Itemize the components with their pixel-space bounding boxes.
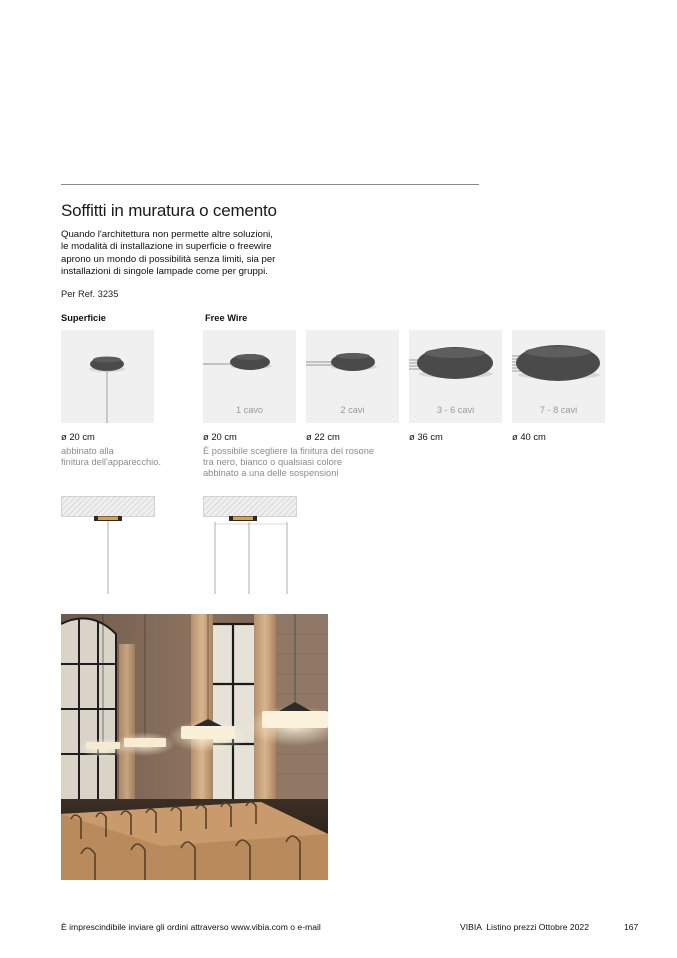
intro-line: Quando l'architettura non permette altre soluzioni, — [61, 229, 273, 240]
cable-count-label: 3 - 6 cavi — [436, 405, 475, 415]
dining-room-photo — [61, 614, 328, 880]
intro-line: installazioni di singole lampade come per gruppi. — [61, 266, 268, 278]
option-4-diameter: ø 40 cm — [512, 431, 546, 442]
free-wire-mount-diagram — [203, 494, 298, 596]
dining-room-illustration — [61, 614, 328, 880]
cable-count-label: 1 cavo — [235, 405, 264, 415]
cable-count-label: 2 cavi — [340, 405, 365, 415]
intro-line: aprono un mondo di possibilità senza limiti, sia per — [61, 253, 276, 265]
note-line: abbinato alla — [61, 446, 114, 456]
note-line: abbinato a una delle sospensioni — [203, 468, 339, 479]
free-wire-finish-note — [203, 446, 374, 480]
intro-line: le modalità di installazione in superficie o freewire — [61, 241, 272, 253]
surface-diameter: ø 20 cm — [61, 431, 95, 442]
surface-canopy-illustration — [61, 330, 154, 423]
surface-finish-note — [61, 446, 161, 468]
free-wire-option-1 — [203, 330, 296, 423]
free-wire-heading: Free Wire — [205, 313, 248, 323]
intro-paragraph — [61, 229, 301, 279]
option-3-diameter: ø 36 cm — [409, 431, 443, 442]
cable-count-label: 7 - 8 cavi — [539, 405, 578, 415]
surface-heading: Superficie — [61, 313, 106, 323]
page-number: 167 — [624, 922, 639, 932]
free-wire-option-4 — [512, 330, 605, 423]
footer-brand-pricelist: VIBIA Listino prezzi Ottobre 2022 — [460, 922, 589, 932]
surface-mount-diagram — [61, 494, 156, 596]
free-wire-option-2 — [306, 330, 399, 423]
option-2-diameter: ø 22 cm — [306, 431, 340, 442]
footer-order-notice: È imprescindibile inviare gli ordini attraverso www.vibia.com o e-mail — [61, 922, 321, 932]
free-wire-option-3 — [409, 330, 502, 423]
top-divider — [61, 184, 479, 185]
option-1-diameter: ø 20 cm — [203, 431, 237, 442]
note-line: finitura dell'apparecchio. — [61, 457, 161, 468]
note-line: È possibile scegliere la finitura del rosone — [203, 446, 375, 456]
product-reference: Per Ref. 3235 — [61, 289, 119, 299]
surface-canopy-image — [61, 330, 154, 423]
note-line: tra nero, bianco o qualsiasi colore — [203, 457, 343, 468]
page-title: Soffitti in muratura o cemento — [61, 201, 277, 220]
